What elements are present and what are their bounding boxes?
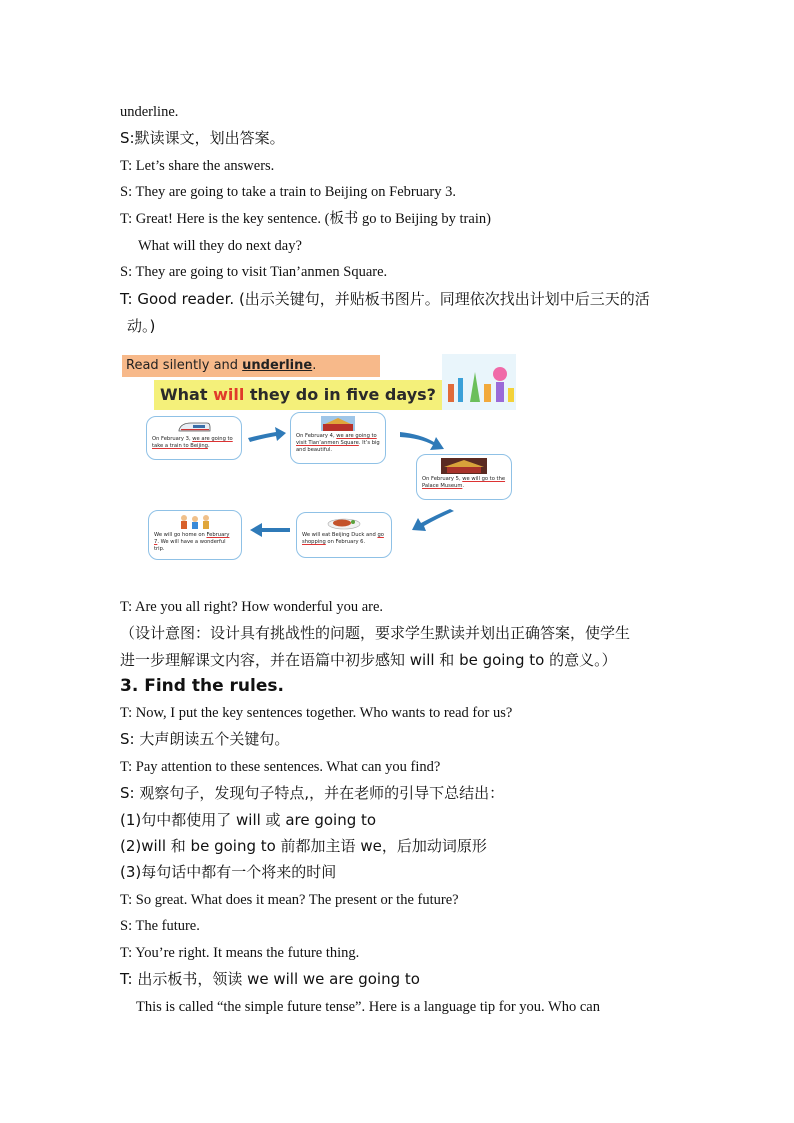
text-line: T: Great! Here is the key sentence. (板书 go to Beijing by train) [120,211,491,227]
card-text: On February 3, [152,436,193,442]
family-icon [176,514,214,530]
card-text: We will eat Beijing Duck and [302,532,378,538]
card-text-end: . It’s big and beautiful. [296,440,380,453]
arrow-left-icon [248,520,292,540]
text-line: S: They are going to take a train to Beijing on February 3. [120,184,456,200]
day-card-feb6 [296,512,392,558]
banner-underline-word: underline [242,358,313,373]
text-line: 进一步理解课文内容，并在语篇中初步感知 will 和 be going to 的意义。） [120,651,617,669]
banner-text: Read silently and [126,358,243,373]
text-line: T: Let’s share the answers. [120,158,275,174]
arrow-down-right-icon [398,428,448,454]
card-underlined-text: we are going to take a train to Beijing [152,436,233,449]
text-line: 动。) [127,317,156,335]
card-text: On February 4, [296,433,337,439]
beijing-duck-icon [326,516,362,530]
palace-museum-icon [441,458,487,474]
text-line: (2)will 和 be going to 前都加主语 we，后加动词原形 [120,837,487,855]
card-text: We will go home on [154,532,207,538]
day-card-feb4 [290,412,386,464]
day-card-feb7 [148,510,242,560]
card-text-end: on February 6. [325,539,366,545]
card-underlined-text: February 7 [154,532,230,545]
text-line: (1)句中都使用了 will 或 are going to [120,811,377,829]
question-banner [154,380,450,410]
text-line: S: 观察句子，发现句子特点,，并在老师的引导下总结出： [120,784,505,802]
card-text-end: . [207,443,210,449]
tiananmen-icon [321,416,355,431]
card-text: On February 5, [422,476,463,482]
section-heading: 3. Find the rules. [120,676,284,696]
day-card-feb3 [146,416,242,460]
landmarks-decoration-icon [442,354,516,410]
day-card-feb5 [416,454,512,500]
text-line: S: They are going to visit Tian’anmen Square. [120,264,388,280]
text-line: T: Pay attention to these sentences. What can you find? [120,759,441,775]
text-line: What will they do next day? [138,238,302,254]
read-silently-banner [122,355,380,377]
question-text: What [160,385,214,404]
text-line: T: Are you all right? How wonderful you are. [120,599,384,615]
text-line: S: The future. [120,918,200,934]
card-text-end: . [462,483,465,489]
text-line: (3)每句话中都有一个将来的时间 [120,863,337,881]
text-line: S: 大声朗读五个关键句。 [120,730,290,748]
lesson-figure [120,352,520,584]
card-text-end: . We will have a wonderful trip. [154,539,226,552]
card-underlined-text: go shopping [302,532,384,545]
text-line: T: 出示板书，领读 we will we are going to [120,970,420,988]
train-icon [177,420,211,434]
text-line: S:默读课文，划出答案。 [120,129,285,147]
arrow-right-icon [246,424,288,446]
text-line: T: You’re right. It means the future thing. [120,945,360,961]
question-will-word: will [213,385,245,404]
text-line: T: So great. What does it mean? The present or the future? [120,892,459,908]
text-line: （设计意图：设计具有挑战性的问题，要求学生默读并划出正确答案，使学生 [120,624,631,642]
arrow-down-left-icon [410,508,456,534]
card-underlined-text: we will go to the Palace Museum [422,476,506,489]
card-underlined-text: we are going to visit Tian’anmen Square [296,433,377,446]
text-line: underline. [120,104,179,120]
text-line: T: Now, I put the key sentences together. Who wants to read for us? [120,705,513,721]
question-text-end: they do in five days? [244,385,436,404]
text-line: This is called “the simple future tense”. Here is a language tip for you. Who can [136,999,600,1015]
banner-period: . [312,358,317,373]
text-line: T: Good reader. (出示关键句，并贴板书图片。同理依次找出计划中后三天的活 [120,290,650,308]
